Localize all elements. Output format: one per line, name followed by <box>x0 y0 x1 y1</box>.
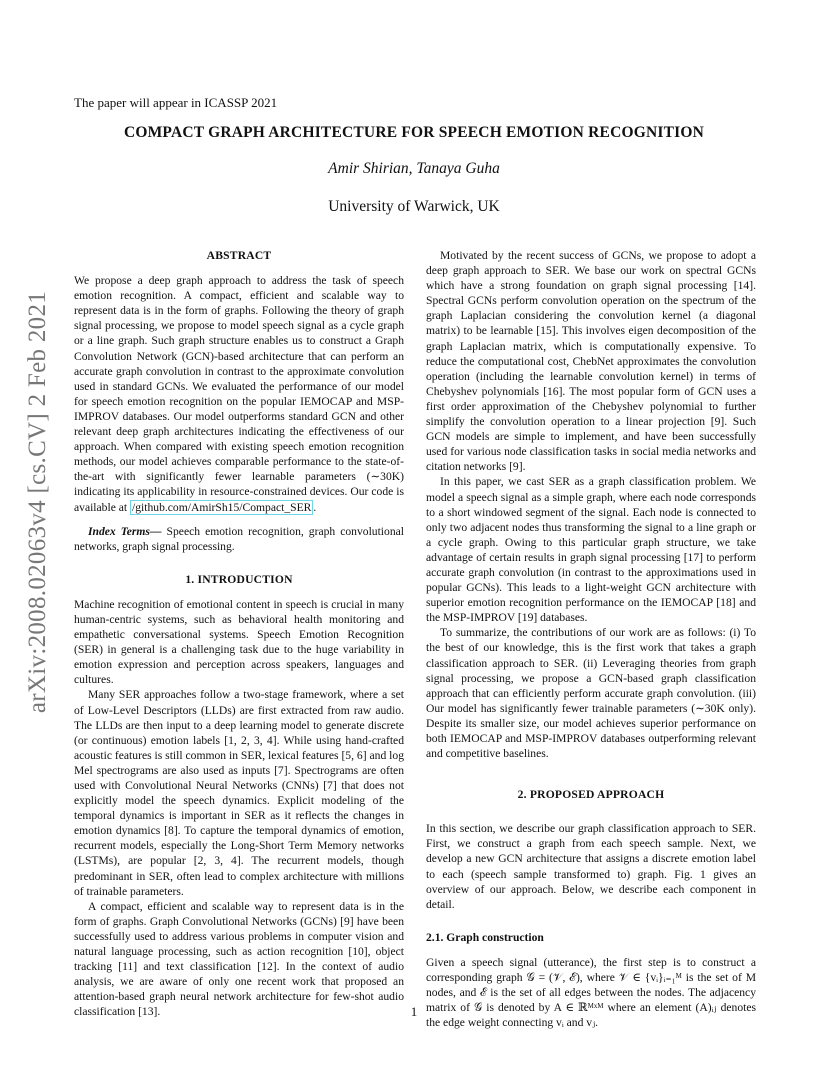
introduction-heading: 1. INTRODUCTION <box>185 572 293 586</box>
intro-paragraph-4: Motivated by the recent success of GCNs, we propose to adopt a deep graph approach to SER. We base our work on spectral GCNs which have a strong foundation on graph signal processing [14]. Spectral GCNs perform convolution operation on the spectrum of the graph Laplacian considering the convolution kernel (a diagonal matrix) to be learnable [15]. This involves eigen decomposition of the graph Laplacian matrix, which is computationally expensive. To reduce the computational cost, ChebNet approximates the convolution operation (including the learnable convolution kernel) in terms of Chebyshev polynomials [16]. The most popular form of GCN uses a first order approximation of the Chebyshev polynomial to further simplify the convolution operation to a linear projection [9]. Such GCN models are simple to implement, and have been successfully used for various node classification tasks in social media networks and citation networks [9]. <box>426 249 756 474</box>
right-column <box>426 248 756 1030</box>
intro-paragraph-6: To summarize, the contributions of our work are as follows: (i) To the best of our knowledge, this is the first work that takes a graph classification approach to SER. (ii) Leveraging theories from graph signal processing, we propose a GCN-based graph classification approach that can efficiently perform accurate graph convolution. (iii) Our model has significantly fewer trainable parameters (∼30K only). Despite its smaller size, our model achieves superior performance on both IEMOCAP and MSP-IMPROV databases outperforming relevant and competitive baselines. <box>426 626 756 761</box>
arxiv-side-identifier: arXiv:2008.02063v4 [cs.CV] 2 Feb 2021 <box>24 290 52 714</box>
abstract-heading: ABSTRACT <box>206 249 272 262</box>
page-number: 1 <box>410 1004 418 1019</box>
intro-paragraph-3: A compact, efficient and scalable way to represent data is in the form of graphs. Graph Convolutional Networks (GCNs) [9] have been successfully used to address various problems in computer vision and natural language processing, such as action recognition [10], object tracking [11] and text classification [12]. In the context of audio analysis, we are aware of only one recent work that proposed an attention-based graph neural network architecture for few-shot audio classification [13]. <box>74 899 404 1019</box>
venue-note: The paper will appear in ICASSP 2021 <box>74 95 278 110</box>
paper-affiliation: University of Warwick, UK <box>328 198 500 215</box>
approach-heading: 2. PROPOSED APPROACH <box>517 788 665 802</box>
approach-paragraph-1: In this section, we describe our graph classification approach to SER. First, we construct a graph from each speech sample. Next, we develop a new GCN architecture that assigns a discrete emotion label to each (speech sample transformed to) graph. Fig. 1 gives an overview of our approach. Below, we describe each component in detail. <box>426 822 756 911</box>
intro-paragraph-5: In this paper, we cast SER as a graph classification problem. We model a speech signal as a simple graph, where each node corresponds to a short windowed segment of the signal. Each node is connected to only two adjacent nodes thus transforming the signal to a line graph or a cycle graph. Owing to this particular graph structure, we take advantage of certain results in graph signal processing [17] to perform accurate graph convolution (in contrast to the approximations used in popular GCNs). This leads to a light-weight GCN architecture with superior emotion recognition performance on the IEMOCAP [18] and the MSP-IMPROV [19] databases. <box>426 475 756 625</box>
left-column <box>74 248 404 1020</box>
code-link[interactable]: /github.com/AmirSh15/Compact_SER <box>132 500 312 514</box>
abstract-text: We propose a deep graph approach to address the task of speech emotion recognition. A compact, efficient and scalable way to represent data is in the form of graphs. Following the theory of graph signal processing, we propose to model speech signal as a cycle graph or a line graph. Such graph structure enables us to construct a Graph Convolution Network (GCN)-based architecture that can perform an accurate graph convolution in contrast to the approximate convolution used in standard GCNs. We evaluated the performance of our model for speech emotion recognition on the popular IEMOCAP and MSP-IMPROV databases. Our model outperforms standard GCN and other relevant deep graph architectures indicating the effectiveness of our approach. When compared with existing speech emotion recognition methods, our model achieves comparable performance to the state-of-the-art with significantly fewer learnable parameters (∼30K) indicating its applicability in resource-constrained devices. Our code is available at /github.com/AmirSh15/Compact_SER . <box>74 274 404 514</box>
intro-paragraph-1: Machine recognition of emotional content in speech is crucial in many human-centric systems, such as behavioral health monitoring and empathetic conversational systems. Speech Emotion Recognition (SER) in general is a challenging task due to the huge variability in emotion expression and perception across speakers, languages and cultures. <box>74 597 404 687</box>
intro-paragraph-2: Many SER approaches follow a two-stage framework, where a set of Low-Level Descriptors (LLDs) are first extracted from raw audio. The LLDs are then input to a deep learning model to generate discrete (or continuous) emotion labels [1, 2, 3, 4]. While using hand-crafted acoustic features is still common in SER, lexical features [5, 6] and log Mel spectrograms are also used as inputs [7]. Spectrograms are often used with Convolutional Neural Networks (CNNs) [7] that does not explicitly model the speech dynamics. Explicit modeling of the temporal dynamics is important in SER as it reflects the changes in emotion dynamics [8]. To capture the temporal dynamics of emotion, recurrent models, especially the Long-Short Term Memory networks (LSTMs), are popular [2, 3, 4]. The recurrent models, though predominant in SER, often lead to complex architecture with millions of trainable parameters. <box>74 688 404 898</box>
paper-title: COMPACT GRAPH ARCHITECTURE FOR SPEECH EMOTION RECOGNITION <box>123 124 705 141</box>
index-terms: Index Terms— Speech emotion recognition, graph convolutional networks, graph signal processing. <box>74 524 404 553</box>
paper-authors: Amir Shirian, Tanaya Guha <box>328 160 500 177</box>
approach-paragraph-2: Given a speech signal (utterance), the first step is to construct a corresponding graph 𝒢 = (𝒱, ℰ), where 𝒱 ∈ {vᵢ}ᵢ₌₁ᴹ is the set of M nodes, and ℰ is the set of all edges between the nodes. The adjacency matrix of 𝒢 is denoted by A ∈ ℝᴹˣᴹ where an element (A)ᵢⱼ denotes the edge weight connecting vᵢ and vⱼ. <box>426 955 756 1030</box>
graph-construction-heading: 2.1. Graph construction <box>426 930 544 944</box>
